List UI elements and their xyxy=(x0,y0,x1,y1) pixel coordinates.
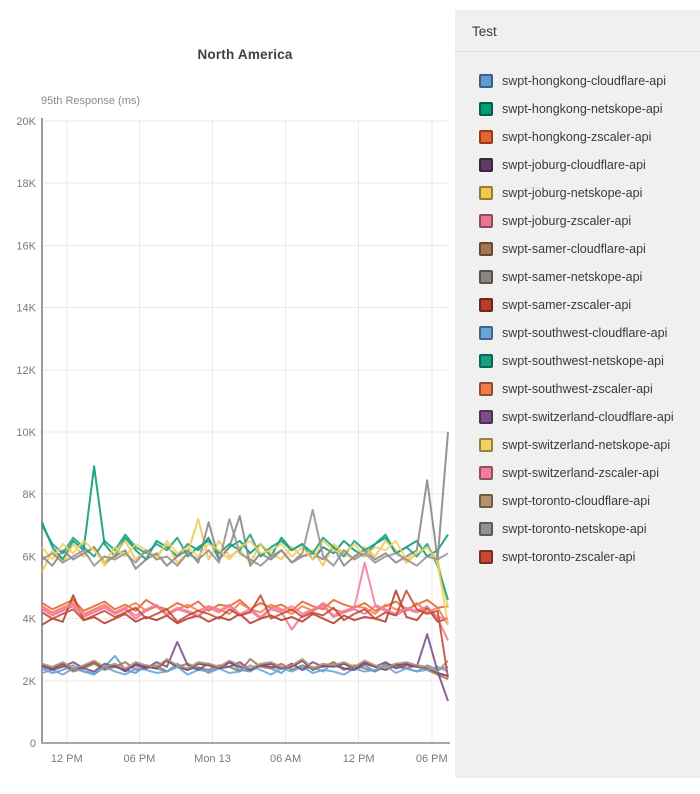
y-tick-label: 6K xyxy=(22,551,36,564)
y-tick-label: 10K xyxy=(16,427,36,439)
legend-item-label: swpt-samer-zscaler-api xyxy=(502,298,632,312)
legend-item[interactable] xyxy=(479,515,692,543)
legend-item-label: swpt-toronto-netskope-api xyxy=(502,522,647,536)
x-tick-label: 12 PM xyxy=(342,753,375,765)
y-tick-label: 16K xyxy=(16,240,36,253)
y-tick-label: 18K xyxy=(16,178,36,191)
legend-item[interactable] xyxy=(479,319,692,347)
legend-items xyxy=(455,52,700,571)
x-tick-label: Mon 13 xyxy=(194,753,231,765)
legend-item-label: swpt-joburg-cloudflare-api xyxy=(502,158,646,172)
legend-item[interactable] xyxy=(479,67,692,95)
legend-item[interactable] xyxy=(479,207,692,235)
y-tick-label: 2K xyxy=(22,675,36,688)
x-tick-label: 06 PM xyxy=(123,753,156,765)
legend-swatch[interactable] xyxy=(479,102,493,116)
legend-swatch[interactable] xyxy=(479,214,493,228)
legend-item[interactable] xyxy=(479,375,692,403)
legend-swatch[interactable] xyxy=(479,410,493,424)
legend-item-label: swpt-southwest-netskope-api xyxy=(502,354,664,368)
legend-item-label: swpt-switzerland-cloudflare-api xyxy=(502,410,674,424)
legend-item[interactable] xyxy=(479,543,692,571)
legend-item-label: swpt-southwest-zscaler-api xyxy=(502,382,653,396)
legend-item-label: swpt-toronto-cloudflare-api xyxy=(502,494,650,508)
legend-item[interactable] xyxy=(479,431,692,459)
legend-swatch[interactable] xyxy=(479,494,493,508)
legend-item[interactable] xyxy=(479,151,692,179)
legend-item-label: swpt-switzerland-netskope-api xyxy=(502,438,671,452)
chart-title: North America xyxy=(197,47,293,62)
legend-item[interactable] xyxy=(479,123,692,151)
y-tick-label: 4K xyxy=(22,613,36,626)
legend-item-label: swpt-hongkong-netskope-api xyxy=(502,102,663,116)
x-tick-label: 12 PM xyxy=(50,753,83,765)
legend-item[interactable] xyxy=(479,487,692,515)
legend-item-label: swpt-hongkong-cloudflare-api xyxy=(502,74,666,88)
legend-swatch[interactable] xyxy=(479,158,493,172)
x-tick-label: 06 PM xyxy=(415,753,448,765)
legend-swatch[interactable] xyxy=(479,354,493,368)
legend-swatch[interactable] xyxy=(479,242,493,256)
legend-item[interactable] xyxy=(479,235,692,263)
legend-item-label: swpt-joburg-netskope-api xyxy=(502,186,643,200)
legend-title: Test xyxy=(472,24,497,39)
series-line-swpt-switzerland-zscaler-api[interactable] xyxy=(42,563,448,619)
legend-item-label: swpt-joburg-zscaler-api xyxy=(502,214,632,228)
legend-swatch[interactable] xyxy=(479,270,493,284)
legend-item[interactable] xyxy=(479,179,692,207)
legend-swatch[interactable] xyxy=(479,74,493,88)
legend-item[interactable] xyxy=(479,263,692,291)
legend-swatch[interactable] xyxy=(479,326,493,340)
legend-item[interactable] xyxy=(479,95,692,123)
legend-panel xyxy=(455,10,700,778)
legend-item-label: swpt-southwest-cloudflare-api xyxy=(502,326,668,340)
y-tick-label: 0 xyxy=(29,738,36,750)
legend-swatch[interactable] xyxy=(479,382,493,396)
legend-item[interactable] xyxy=(479,403,692,431)
legend-item-label: swpt-samer-cloudflare-api xyxy=(502,242,646,256)
legend-item-label: swpt-toronto-zscaler-api xyxy=(502,550,636,564)
legend-swatch[interactable] xyxy=(479,550,493,564)
legend-swatch[interactable] xyxy=(479,438,493,452)
legend-item[interactable] xyxy=(479,291,692,319)
legend-item-label: swpt-hongkong-zscaler-api xyxy=(502,130,652,144)
legend-item[interactable] xyxy=(479,347,692,375)
legend-swatch[interactable] xyxy=(479,186,493,200)
y-tick-label: 12K xyxy=(16,364,36,377)
y-axis-title: 95th Response (ms) xyxy=(41,95,141,107)
legend-swatch[interactable] xyxy=(479,522,493,536)
y-tick-label: 14K xyxy=(16,302,36,315)
legend-item-label: swpt-samer-netskope-api xyxy=(502,270,643,284)
y-tick-label: 8K xyxy=(22,489,36,502)
x-tick-label: 06 AM xyxy=(270,753,302,765)
legend-swatch[interactable] xyxy=(479,466,493,480)
legend-item-label: swpt-switzerland-zscaler-api xyxy=(502,466,659,480)
legend-swatch[interactable] xyxy=(479,298,493,312)
y-tick-label: 20K xyxy=(16,116,36,128)
legend-item[interactable] xyxy=(479,459,692,487)
legend-swatch[interactable] xyxy=(479,130,493,144)
